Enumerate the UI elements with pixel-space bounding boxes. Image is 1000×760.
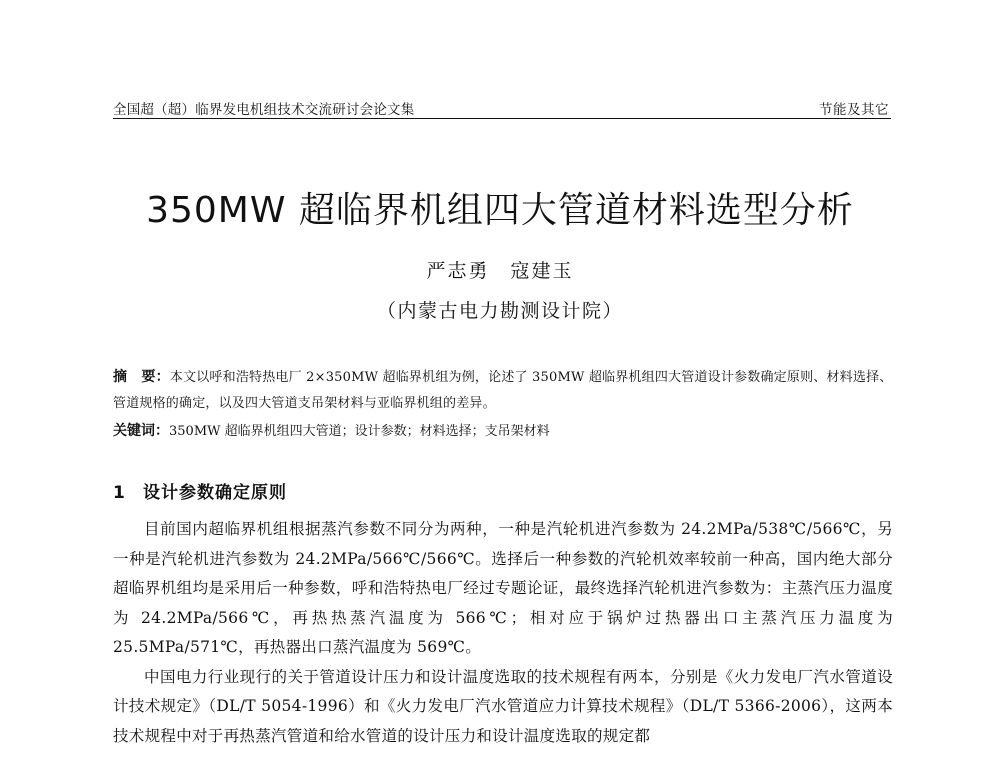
keywords-label: 关键词：	[113, 423, 169, 439]
section-heading	[113, 478, 287, 503]
section-title: 设计参数确定原则	[143, 483, 287, 503]
abstract-text: 本文以呼和浩特热电厂 2×350MW 超临界机组为例，论述了 350MW 超临界机组四大管道设计参数确定原则、材料选择、管道规格的确定，以及四大管道支吊架材料与亚临界机组的差异。	[113, 370, 893, 411]
body-paragraph: 目前国内超临界机组根据蒸汽参数不同分为两种，一种是汽轮机进汽参数为 24.2MPa/538℃/566℃，另一种是汽轮机进汽参数为 24.2MPa/566℃/566℃。选择后一种参数的汽轮机效率较前一种高，国内绝大部分超临界机组均是采用后一种参数，呼和浩特热电厂经过专题论证，最终选择汽轮机进汽参数为：主蒸汽压力温度为 24.2MPa/566℃，再热热蒸汽温度为 566℃；相对应于锅炉过热器出口主蒸汽压力温度为 25.5MPa/571℃，再热器出口蒸汽温度为 569℃。	[113, 520, 893, 656]
section-body	[113, 515, 893, 751]
keywords	[113, 418, 903, 445]
running-header	[113, 96, 891, 119]
body-paragraph: 中国电力行业现行的关于管道设计压力和设计温度选取的技术规程有两本，分别是《火力发电厂汽水管道设计技术规定》（DL/T 5054-1996）和《火力发电厂汽水管道应力计算技术规程》（DL/T 5366-2006），这两本技术规程中对于再热蒸汽管道和给水管道的设计压力和设计温度选取的规定都	[113, 667, 893, 745]
abstract	[113, 364, 903, 417]
keywords-text: 350MW 超临界机组四大管道；设计参数；材料选择；支吊架材料	[169, 424, 550, 439]
section-number: 1	[113, 483, 126, 503]
abstract-label: 摘 要：	[113, 369, 170, 385]
header-proceedings-title: 全国超（超）临界发电机组技术交流研讨会论文集	[113, 102, 415, 118]
paper-authors: 严志勇 寇建玉	[426, 260, 574, 282]
paper-title: 350MW 超临界机组四大管道材料选型分析	[146, 190, 854, 231]
header-section-name: 节能及其它	[819, 102, 889, 118]
paper-affiliation: （内蒙古电力勘测设计院）	[376, 300, 623, 322]
